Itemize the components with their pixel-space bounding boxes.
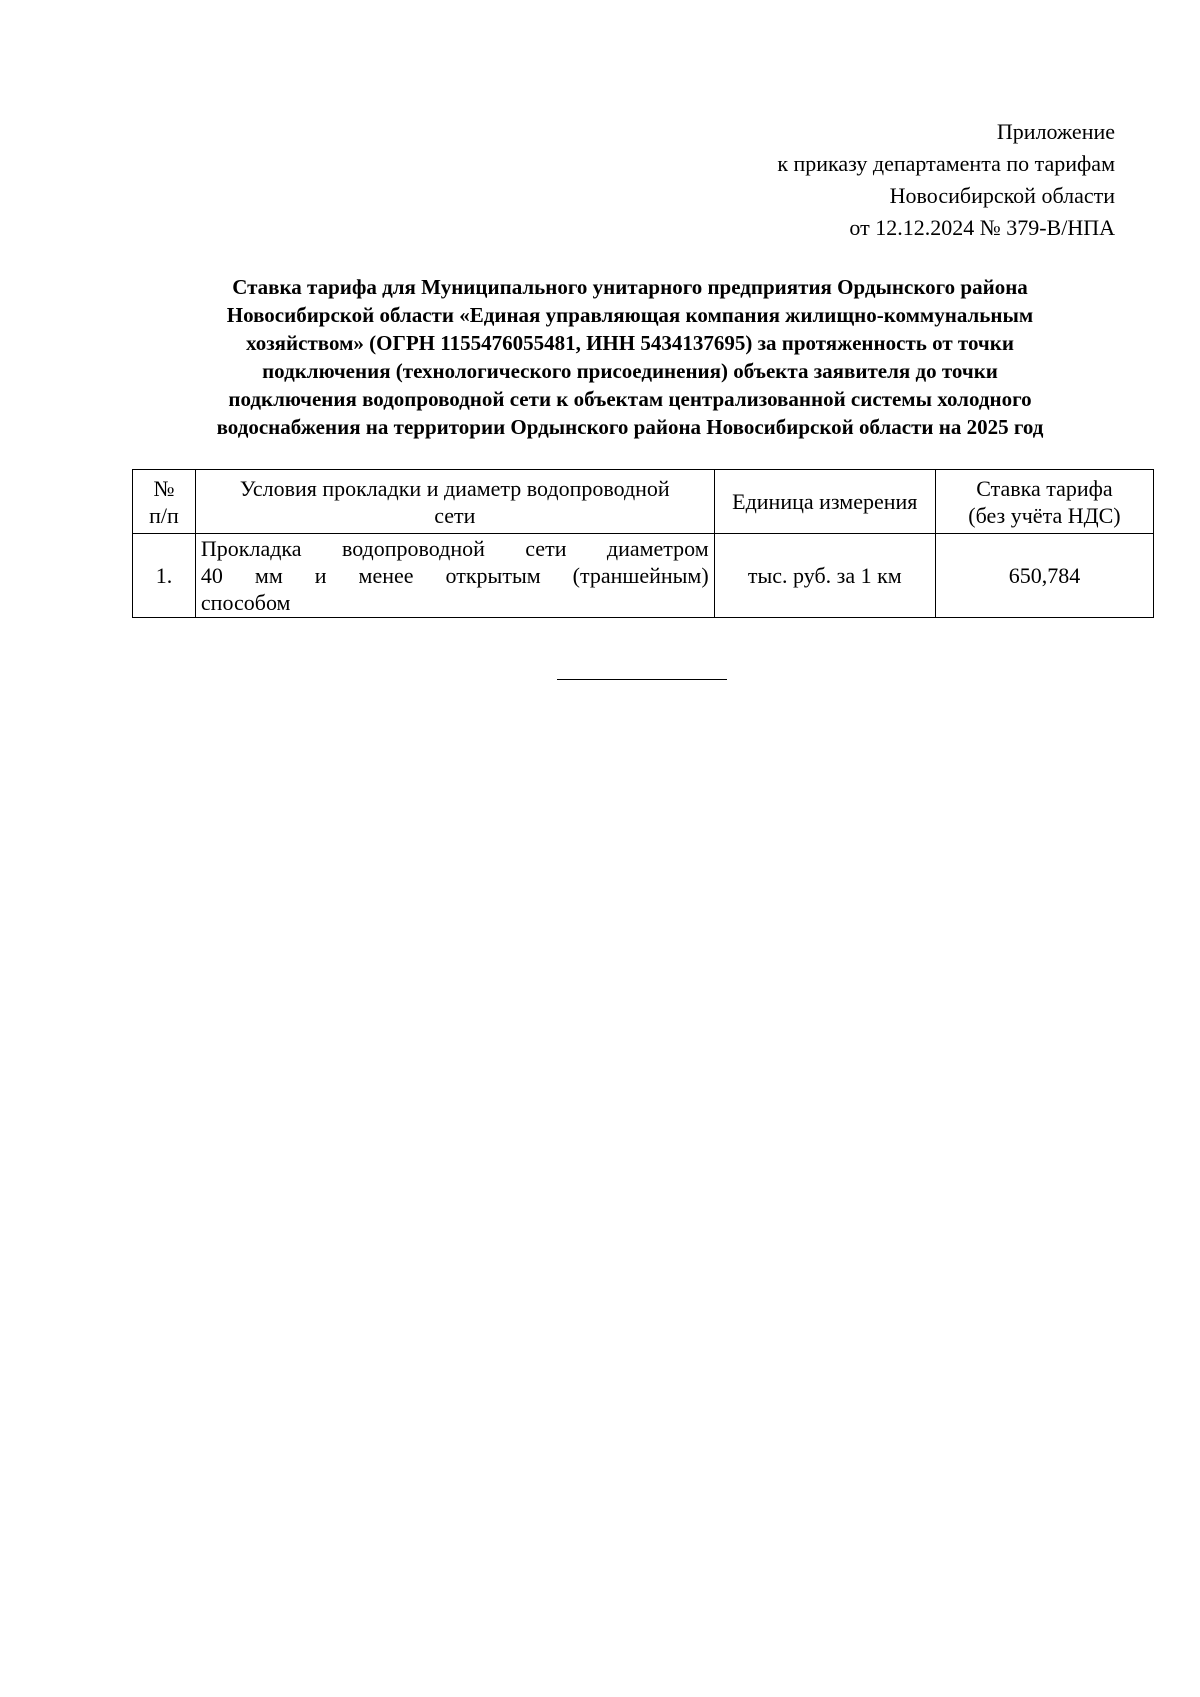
document-title — [140, 273, 1120, 441]
row-rate: 650,784 — [935, 534, 1153, 618]
appendix-region: Новосибирской области — [889, 183, 1115, 208]
appendix-label: Приложение — [996, 119, 1115, 144]
header-number-abbr: п/п — [149, 502, 179, 528]
row-unit: тыс. руб. за 1 км — [714, 534, 935, 618]
title-line: подключения (технологического присоединения) объекта заявителя до точки — [262, 359, 998, 383]
title-line: водоснабжения на территории Ордынского района Новосибирской области на 2025 год — [216, 415, 1044, 439]
header-rate-line: Ставка тарифа — [976, 475, 1113, 501]
title-line: подключения водопроводной сети к объектам централизованной системы холодного — [228, 387, 1032, 411]
header-number — [133, 470, 196, 534]
header-number-symbol: № — [153, 475, 175, 501]
row-conditions — [195, 534, 714, 618]
end-rule-divider — [557, 679, 727, 680]
row-number: 1. — [133, 534, 196, 618]
header-conditions-line: сети — [434, 502, 476, 528]
header-unit: Единица измерения — [714, 470, 935, 534]
title-line: Ставка тарифа для Муниципального унитарного предприятия Ордынского района — [232, 275, 1028, 299]
row-conditions-line: способом — [200, 590, 291, 615]
appendix-order-date-number: от 12.12.2024 № 379-В/НПА — [849, 215, 1115, 240]
title-line: хозяйством» (ОГРН 1155476055481, ИНН 5434137695) за протяженность от точки — [246, 331, 1014, 355]
title-line: Новосибирской области «Единая управляющая компания жилищно-коммунальным — [226, 303, 1034, 327]
tariff-table — [132, 469, 1154, 618]
appendix-order-ref: к приказу департамента по тарифам — [777, 151, 1115, 176]
appendix-block — [777, 116, 1115, 244]
header-conditions — [195, 470, 714, 534]
header-rate — [935, 470, 1153, 534]
table-row — [133, 534, 1154, 618]
table-header-row — [133, 470, 1154, 534]
row-conditions-line: 40 мм и менее открытым (траншейным) — [200, 563, 709, 588]
row-conditions-line: Прокладка водопроводной сети диаметром — [200, 536, 709, 561]
header-conditions-line: Условия прокладки и диаметр водопроводной — [239, 475, 670, 501]
header-rate-line: (без учёта НДС) — [968, 502, 1121, 528]
